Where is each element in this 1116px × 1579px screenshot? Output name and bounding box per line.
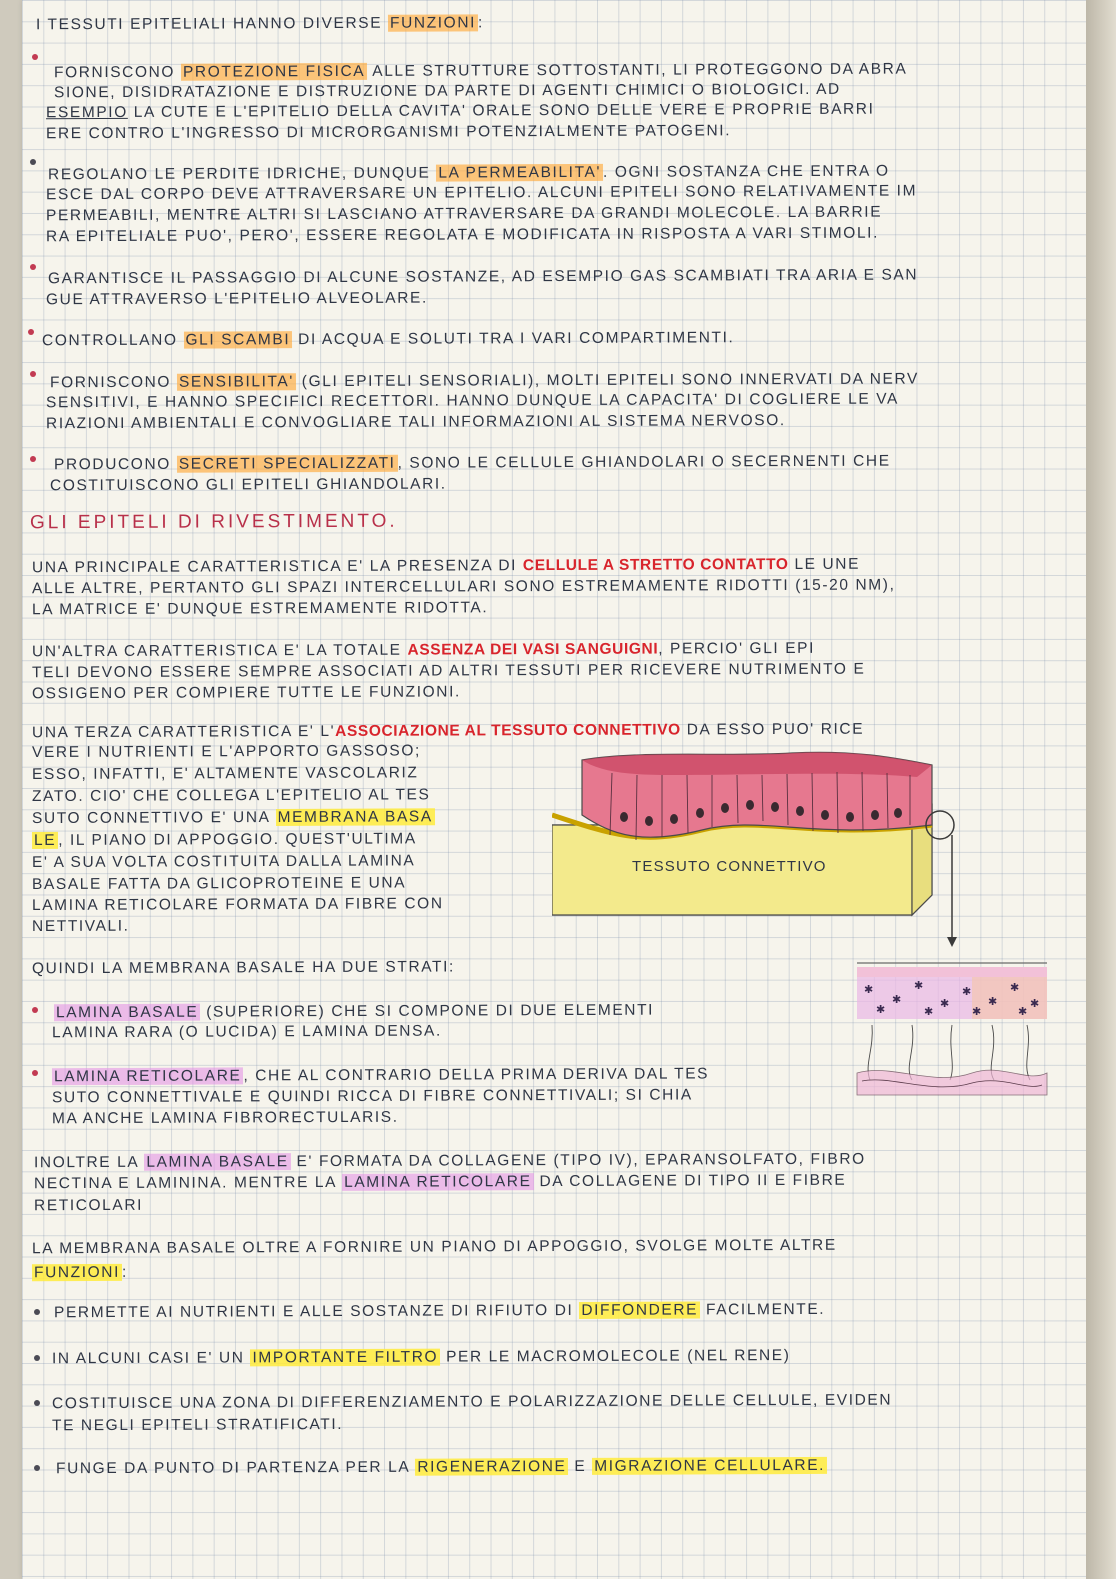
svg-text:✱: ✱ [972,1005,982,1018]
text-line: ALLE ALTRE, PERTANTO GLI SPAZI INTERCELLULARI SONO ESTREMAMENTE RIDOTTI (15-20 NM), [31,576,896,598]
text-line: UN'ALTRA CARATTERISTICA E' LA TOTALE ASSENZA DEI VASI SANGUIGNI, PERCIO' GLI EPI [31,639,816,661]
text-line: MA ANCHE LAMINA FIBRORECTULARIS. [51,1108,399,1128]
text-line: UNA PRINCIPALE CARATTERISTICA E' LA PRESENZA DI CELLULE A STRETTO CONTATTO LE UNE [31,555,861,577]
bullet-dot [34,1355,40,1361]
text-line: IN ALCUNI CASI E' UN IMPORTANTE FILTRO PER LE MACROMOLECOLE (NEL RENE) [51,1347,791,1368]
text-line: FUNZIONI : [33,1263,128,1282]
text-line: INOLTRE LA LAMINA BASALE E' FORMATA DA COLLAGENE (TIPO IV), EPARANSOLFATO, FIBRO [33,1150,866,1172]
text-line: LAMINA RETICOLARE , CHE AL CONTRARIO DELLA PRIMA DERIVA DAL TES [53,1065,710,1086]
svg-text:✱: ✱ [892,993,902,1006]
text-line: LA MATRICE E' DUNQUE ESTREMAMENTE RIDOTTA. [31,599,489,619]
section-heading: GLI EPITELI DI RIVESTIMENTO. [29,510,398,534]
svg-text:✱: ✱ [1030,997,1040,1010]
bullet-dot [32,1070,38,1076]
text-line: E' A SUA VOLTA COSTITUITA DALLA LAMINA [31,852,416,872]
bullet-dot [30,371,36,377]
text-line: ESSO, INFATTI, E' ALTAMENTE VASCOLARIZ [31,764,419,784]
text-line: PERMEABILI, MENTRE ALTRI SI LASCIANO ATTRAVERSARE DA GRANDI MOLECOLE. LA BARRIE [45,203,883,225]
text-line: ERE CONTRO L'INGRESSO DI MICRORGANISMI POTENZIALMENTE PATOGENI. [45,122,732,143]
text-line: CONTROLLANO GLI SCAMBI DI ACQUA E SOLUTI TRA I VARI COMPARTIMENTI. [41,329,735,350]
text-line: SUTO CONNETTIVO E' UNA MEMBRANA BASA [31,808,433,828]
text-line: LA MEMBRANA BASALE OLTRE A FORNIRE UN PIANO DI APPOGGIO, SVOLGE MOLTE ALTRE [31,1236,837,1258]
text-line: REGOLANO LE PERDITE IDRICHE, DUNQUE LA PERMEABILITA' . OGNI SOSTANZA CHE ENTRA O [47,162,890,184]
text-line: SENSITIVI, E HANNO SPECIFICI RECETTORI. HANNO DUNQUE LA CAPACITA' DI COGLIERE LE VA [45,390,899,412]
svg-text:✱: ✱ [1010,981,1020,994]
text-line: TELI DEVONO ESSERE SEMPRE ASSOCIATI AD ALTRI TESSUTI PER RICEVERE NUTRIMENTO E [31,660,866,682]
svg-text:✱: ✱ [940,997,950,1010]
bullet-dot [30,456,36,462]
text-line: RETICOLARI [33,1196,144,1215]
text-line: GARANTISCE IL PASSAGGIO DI ALCUNE SOSTANZE, AD ESEMPIO GAS SCAMBIATI TRA ARIA E SAN [47,266,919,288]
connective-tissue-label: TESSUTO CONNETTIVO [632,858,827,875]
bullet-dot [28,329,34,335]
svg-text:✱: ✱ [876,1003,886,1016]
svg-text:✱: ✱ [864,983,874,996]
text-line: RIAZIONI AMBIENTALI E CONVOGLIARE TALI INFORMAZIONI AL SISTEMA NERVOSO. [45,412,786,433]
text-line: NETTIVALI. [31,917,130,936]
bullet-dot [32,54,38,60]
text-line: FUNGE DA PUNTO DI PARTENZA PER LA RIGENERAZIONE E MIGRAZIONE CELLULARE. [55,1456,826,1478]
text-line: SIONE, DISIDRATAZIONE E DISTRUZIONE DA PARTE DI AGENTI CHIMICI O BIOLOGICI. AD [53,80,841,102]
text-line: LAMINA RARA (O LUCIDA) E LAMINA DENSA. [51,1022,442,1042]
text-line: PERMETTE AI NUTRIENTI E ALLE SOSTANZE DI RIFIUTO DI DIFFONDERE FACILMENTE. [53,1300,826,1322]
text-line: SUTO CONNETTIVALE E QUINDI RICCA DI FIBRE CONNETTIVALI; SI CHIA [51,1086,693,1107]
bullet-dot [34,1400,40,1406]
text-line: NECTINA E LAMININA. MENTRE LA LAMINA RETICOLARE DA COLLAGENE DI TIPO II E FIBRE [33,1171,847,1193]
text-line: OSSIGENO PER COMPIERE TUTTE LE FUNZIONI. [31,683,461,703]
page-edge [1086,0,1116,1579]
text-line: VERE I NUTRIENTI E L'APPORTO GASSOSO; [31,742,421,762]
text-line: FORNISCONO PROTEZIONE FISICA ALLE STRUTTURE SOTTOSTANTI, LI PROTEGGONO DA ABRA [53,60,908,82]
text-line: LAMINA RETICOLARE FORMATA DA FIBRE CON [31,895,444,915]
svg-text:✱: ✱ [914,979,924,992]
bullet-dot [34,1309,40,1315]
text-line: ZATO. CIO' CHE COLLEGA L'EPITELIO AL TES [31,786,431,806]
text-line: ESEMPIO LA CUTE E L'EPITELIO DELLA CAVITA' ORALE SONO DELLE VERE E PROPRIE BARRI [45,100,875,122]
text-line: QUINDI LA MEMBRANA BASALE HA DUE STRATI: [31,958,455,978]
text-line: FORNISCONO SENSIBILITA' (GLI EPITELI SENSORIALI), MOLTI EPITELI SONO INNERVATI DA NERV [49,370,919,392]
bullet-dot [32,1007,38,1013]
svg-text:✱: ✱ [924,1005,934,1018]
text-line: TE NEGLI EPITELI STRATIFICATI. [51,1415,344,1435]
text-line: LE , IL PIANO DI APPOGGIO. QUEST'ULTIMA [33,830,417,850]
text-line: UNA TERZA CARATTERISTICA E' L'ASSOCIAZIONE AL TESSUTO CONNETTIVO DA ESSO PUO' RICE [31,720,865,742]
svg-text:✱: ✱ [1018,1005,1028,1018]
svg-text:✱: ✱ [988,995,998,1008]
text-line: RA EPITELIALE PUO', PERO', ESSERE REGOLATA E MODIFICATA IN RISPOSTA A VARI STIMOLI. [45,224,880,246]
notebook-page [22,0,1086,1579]
text-line: LAMINA BASALE (SUPERIORE) CHE SI COMPONE DI DUE ELEMENTI [55,1001,655,1022]
bullet-dot [30,159,36,165]
text-line: COSTITUISCONO GLI EPITELI GHIANDOLARI. [49,475,447,495]
text-line: GUE ATTRAVERSO L'EPITELIO ALVEOLARE. [45,289,428,309]
svg-text:✱: ✱ [962,985,972,998]
intro-line: I TESSUTI EPITELIALI HANNO DIVERSE FUNZIONI : [35,14,484,34]
text-line: BASALE FATTA DA GLICOPROTEINE E UNA [31,874,407,894]
bullet-dot [34,1465,40,1471]
bullet-dot [30,264,36,270]
epithelium-illustration [552,745,972,955]
text-line: COSTITUISCE UNA ZONA DI DIFFERENZIAMENTO E POLARIZZAZIONE DELLE CELLULE, EVIDEN [51,1391,893,1413]
text-line: PRODUCONO SECRETI SPECIALIZZATI , SONO LE CELLULE GHIANDOLARI O SECERNENTI CHE [53,452,891,474]
text-line: ESCE DAL CORPO DEVE ATTRAVERSARE UN EPITELIO. ALCUNI EPITELI SONO RELATIVAMENTE IM [45,182,918,204]
